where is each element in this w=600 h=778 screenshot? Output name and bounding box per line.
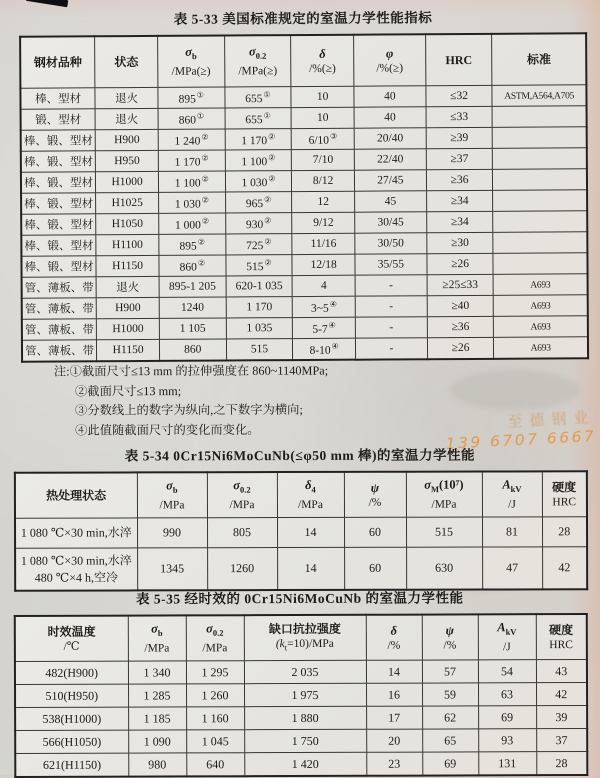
table-cell: 退火 [96, 276, 159, 297]
table-cell: 管、薄板、带 [22, 319, 97, 340]
table-cell: 45 [355, 191, 427, 212]
table-row [15, 751, 587, 776]
table-cell: 1 170 [226, 297, 293, 318]
column-header-sigma-b: $\sigma_b$ /MPa [128, 615, 186, 661]
table-cell: A693 [494, 274, 588, 296]
table-cell: 1 975 [244, 683, 366, 706]
table-cell: 725② [225, 234, 292, 255]
table-cell: 1 035 [226, 318, 293, 339]
table-cell: 59 [422, 683, 478, 706]
table-cell: 621(H1150) [15, 753, 128, 777]
column-header-sigma-b: $\sigma_b$ /MPa [137, 472, 207, 518]
table-cell: 57 [422, 660, 478, 683]
table-cell: 1 170② [225, 129, 292, 150]
table-cell: 1240 [159, 297, 226, 318]
table-cell: 8-10④ [293, 338, 356, 360]
column-header-psi: ψ /% [422, 614, 478, 660]
table-cell: 棒、锻、型材 [21, 235, 96, 256]
table-cell: H1150 [96, 255, 159, 276]
table-cell [493, 253, 587, 275]
table-cell: ≥30 [427, 232, 494, 253]
table-5-35 [14, 613, 589, 778]
table-cell [493, 232, 587, 254]
table-cell: 60 [344, 547, 406, 590]
table-cell: 管、薄板、带 [22, 277, 97, 298]
scan-smudge [450, 370, 580, 410]
table-cell: 566(H1050) [15, 730, 128, 753]
table-cell: 510(H950) [15, 684, 128, 707]
table-cell: A693 [494, 295, 588, 317]
footnote-3: ③分数线上的数字为纵向,之下数字为横向; [75, 402, 303, 418]
table-cell: ≥39 [426, 127, 493, 148]
table-cell: 1 420 [244, 752, 366, 776]
table-cell: 14 [366, 660, 422, 683]
table-cell: 3~5④ [293, 296, 356, 317]
table-cell: ≥36 [426, 169, 493, 190]
table-cell: H1000 [96, 171, 159, 192]
table-cell: H1025 [96, 192, 159, 213]
table-cell: 1345 [137, 548, 207, 591]
table-cell: 1 260 [186, 684, 244, 707]
column-header-state: 状态 [95, 36, 158, 88]
table-cell: ≤32 [426, 85, 493, 106]
table-cell: 30/50 [355, 233, 427, 254]
table-cell: 930② [225, 213, 292, 234]
table-cell: 12/18 [292, 254, 355, 275]
table-cell: ≤33 [426, 106, 493, 127]
table-cell: 16 [366, 683, 422, 706]
table-cell [493, 148, 587, 170]
table-5-34-title: 表 5-34 0Cr15Ni6MoCuNb(≤φ50 mm 棒)的室温力学性能 [124, 447, 476, 464]
table-cell: H900 [95, 129, 158, 150]
table-cell: 28 [536, 751, 587, 775]
watermark-phone-number: 139 6707 6667 [445, 427, 597, 453]
table-cell: 860② [159, 255, 226, 276]
table-cell: 640 [186, 753, 244, 777]
table-cell: - [355, 338, 427, 360]
table-cell: 棒、锻、型材 [21, 214, 96, 235]
column-header-standard: 标准 [492, 33, 586, 85]
header-row [15, 471, 587, 518]
table-cell: 12 [292, 191, 355, 212]
table-cell: 655① [225, 108, 292, 129]
table-cell: 40 [354, 107, 426, 128]
table-cell: 棒、锻、型材 [21, 151, 96, 172]
column-header-sigma-02: $\sigma_{0.2}$ /MPa(≥) [224, 35, 291, 87]
table-cell: - [355, 317, 427, 338]
table-cell: 131 [478, 752, 536, 776]
table-cell: 515 [226, 339, 293, 361]
table-cell: 10 [291, 86, 354, 107]
table-5-34-section [14, 443, 586, 591]
table-cell: 1 030② [225, 171, 292, 192]
table-cell: 990 [137, 518, 207, 548]
header-row [20, 33, 586, 88]
table-cell: 7/10 [292, 149, 355, 170]
table-cell: 5-7④ [293, 317, 356, 338]
table-cell: 42 [536, 682, 587, 705]
table-cell: A693 [494, 337, 588, 359]
table-cell: ≥34 [426, 190, 493, 211]
table-cell: 4 [292, 275, 355, 296]
table-cell: 20/40 [354, 128, 426, 149]
table-cell: ≥26 [427, 337, 494, 359]
footnote-2: ②截面尺寸≤13 mm; [74, 383, 182, 398]
column-header-delta-4: $\delta_4$ /MPa [277, 472, 344, 518]
footnote-1: 注:①截面尺寸≤13 mm 的拉伸强度在 860~1140MPa; [53, 363, 329, 379]
table-cell: 43 [536, 659, 587, 682]
table-cell: ASTM,A564,A705 [492, 85, 586, 107]
table-5-34 [14, 470, 588, 592]
table-cell: A693 [494, 316, 588, 338]
table-cell: 1 880 [244, 706, 366, 729]
table-cell: 60 [344, 517, 406, 547]
table-cell: 1 185 [128, 707, 186, 730]
table-cell: 860 [159, 339, 226, 361]
table-cell [493, 169, 587, 191]
table-cell: 1 295 [186, 661, 244, 684]
column-header-hardness: 硬度 HRC [536, 614, 587, 660]
table-cell: 10 [291, 107, 354, 128]
table-cell: ≥37 [426, 148, 493, 169]
table-cell: 805 [207, 518, 277, 548]
table-cell: 860① [158, 108, 225, 129]
table-cell: 81 [482, 517, 542, 547]
table-cell: 棒、锻、型材 [21, 130, 96, 151]
table-cell: 980 [128, 753, 186, 777]
table-cell: 1 285 [128, 684, 186, 707]
table-cell: 39 [536, 705, 587, 728]
table-cell: 93 [478, 729, 536, 752]
page-corner-mark [26, 0, 69, 7]
column-header-sigma-m: $\sigma_M(10^7)$ /MPa [406, 472, 482, 518]
table-cell: 1 340 [128, 661, 186, 684]
table-cell: 30/45 [355, 212, 427, 233]
table-row [15, 728, 587, 753]
table-cell: 棒、锻、型材 [21, 172, 96, 193]
table-cell: ≥26 [427, 253, 494, 274]
table-cell [493, 211, 587, 233]
table-cell: 11/16 [292, 233, 355, 254]
table-cell: 22/40 [354, 149, 426, 170]
table-cell: 54 [478, 660, 536, 683]
table-5-33-section [19, 5, 589, 362]
table-cell: H900 [96, 297, 159, 318]
table-cell: 管、薄板、带 [22, 340, 97, 362]
table-cell: 47 [482, 547, 542, 590]
table-cell: 1 090 [128, 730, 186, 753]
table-cell: 14 [277, 517, 344, 547]
column-header-notch-tensile-strength: 缺口抗拉强度 $(k_t=10)$/MPa [244, 615, 366, 661]
table-cell: 895-1 205 [159, 276, 226, 297]
table-cell: 69 [478, 706, 536, 729]
column-header-psi: ψ /% [344, 472, 406, 518]
table-cell: 42 [542, 547, 587, 590]
table-cell: 63 [478, 683, 536, 706]
table-row [22, 337, 588, 362]
table-cell: - [355, 275, 427, 296]
table-cell: 895② [159, 234, 226, 255]
table-5-33-title: 表 5-33 美国标准规定的室温力学性能指标 [173, 10, 433, 27]
table-cell: 9/12 [292, 212, 355, 233]
table-cell: 6/10③ [292, 128, 355, 149]
table-row [15, 547, 587, 591]
table-cell: 620-1 035 [226, 276, 293, 297]
table-cell: 退火 [95, 87, 158, 108]
table-cell: 655① [225, 87, 292, 108]
table-5-35-section [14, 586, 587, 778]
table-cell: 14 [277, 547, 344, 590]
table-cell: ≥40 [427, 295, 494, 316]
table-cell: 1260 [207, 548, 277, 591]
column-header-phi: φ /%(≥) [354, 34, 426, 86]
table-cell: 1 080 ℃×30 min,水淬 [15, 518, 137, 548]
table-cell: H1050 [96, 213, 159, 234]
table-cell: 棒、型材 [20, 88, 95, 109]
table-cell: 1 045 [186, 730, 244, 753]
table-cell: 退火 [95, 108, 158, 129]
column-header-akv: $A_{kV}$ /J [478, 614, 536, 660]
table-cell: 1 100② [225, 150, 292, 171]
table-row [15, 659, 587, 684]
table-cell: 1 170② [158, 150, 225, 171]
column-header-heat-treatment: 热处理状态 [15, 472, 137, 518]
table-cell: 28 [542, 517, 587, 547]
table-cell: 538(H1000) [15, 707, 128, 730]
table-cell: 965② [225, 192, 292, 213]
table-cell: H1100 [96, 234, 159, 255]
watermark-company-name: 至德钢业 [507, 410, 596, 431]
table-cell: H1150 [97, 339, 160, 361]
table-cell: H950 [96, 150, 159, 171]
table-cell: 895① [158, 87, 225, 108]
column-header-hrc: HRC [425, 34, 492, 86]
column-header-sigma-02: $\sigma_{0.2}$ /MPa [207, 472, 277, 518]
column-header-sigma-02: $\sigma_{0.2}$ /MPa [186, 615, 244, 661]
column-header-steel-type: 钢材品种 [20, 36, 95, 88]
table-cell: 23 [366, 752, 422, 776]
footnote-4: ④此值随截面尺寸的变化而变化。 [75, 422, 260, 437]
table-cell [493, 127, 587, 149]
table-cell [493, 190, 587, 212]
table-cell: 1 080 ℃×30 min,水淬 480 ℃×4 h,空冷 [15, 548, 137, 591]
table-cell: 515 [406, 517, 482, 547]
table-cell: 20 [366, 729, 422, 752]
column-header-akv: $A_{kV}$ /J [482, 471, 542, 517]
table-cell [492, 106, 586, 128]
column-header-delta: δ /% [366, 615, 422, 661]
table-cell: 1 105 [159, 318, 226, 339]
table-row [15, 517, 587, 548]
table-cell: 管、薄板、带 [22, 298, 97, 319]
table-cell: 棒、锻、型材 [21, 193, 96, 214]
column-header-hardness: 硬度 HRC [542, 471, 587, 517]
table-cell: 1 100② [158, 171, 225, 192]
table-cell: 35/55 [355, 254, 427, 275]
table-cell: 17 [366, 706, 422, 729]
table-cell: - [355, 296, 427, 317]
table-cell: ≥25≤33 [427, 274, 494, 295]
table-cell: 40 [354, 86, 426, 107]
table-cell: ≥36 [427, 316, 494, 337]
table-5-35-title: 表 5-35 经时效的 0Cr15Ni6MoCuNb 的室温力学性能 [135, 590, 464, 607]
table-cell: 515② [226, 255, 293, 276]
table-cell: 锻、型材 [21, 109, 96, 130]
table-cell: 8/12 [292, 170, 355, 191]
table-cell: 1 000② [159, 213, 226, 234]
column-header-aging-temperature: 时效温度 /℃ [15, 616, 128, 662]
table-cell: 630 [406, 547, 482, 590]
table-row [15, 705, 587, 730]
table-cell: 1 750 [244, 729, 366, 752]
table-cell: 37 [536, 728, 587, 751]
table-cell: 69 [422, 752, 478, 776]
table-cell: 27/45 [354, 170, 426, 191]
column-header-sigma-b: $\sigma_b$ /MPa(≥) [158, 35, 225, 87]
table-5-33 [19, 32, 589, 362]
footnotes-block [54, 362, 329, 441]
table-cell: 1 240② [158, 129, 225, 150]
table-cell: 2 035 [244, 660, 366, 683]
header-row [15, 614, 587, 661]
table-cell: ≥34 [426, 211, 493, 232]
table-cell: 62 [422, 706, 478, 729]
table-cell: 65 [422, 729, 478, 752]
table-cell: 棒、锻、型材 [21, 256, 96, 277]
table-cell: 482(H900) [15, 661, 128, 684]
table-cell: 1 160 [186, 707, 244, 730]
table-cell: 1 030② [158, 192, 225, 213]
table-row [15, 682, 587, 707]
column-header-delta: δ /%(≥) [291, 35, 354, 87]
table-cell: H1000 [97, 318, 160, 339]
